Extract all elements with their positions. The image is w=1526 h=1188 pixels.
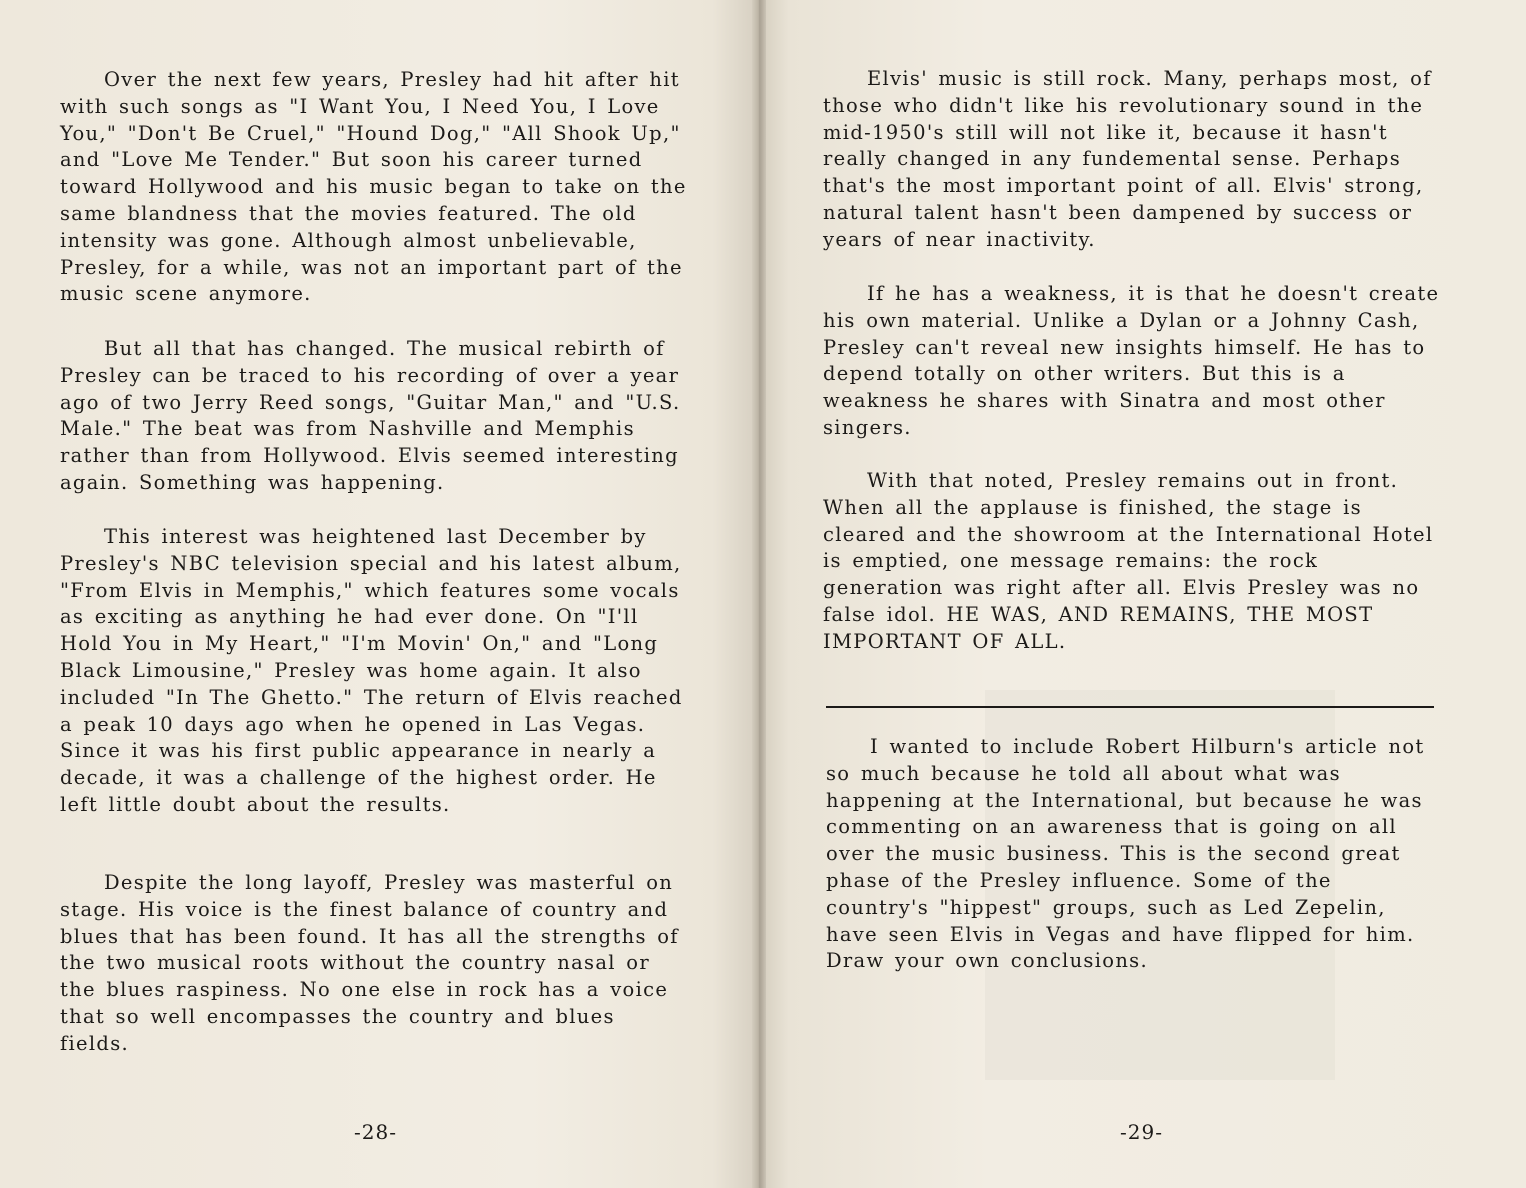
horizontal-rule [826, 706, 1434, 708]
book-gutter [752, 0, 766, 1188]
right-paragraph-1-block [823, 66, 1448, 254]
left-paragraph-1-block [60, 67, 690, 308]
left-paragraph-3-block [60, 524, 690, 819]
page-number-28: -28- [354, 1120, 397, 1144]
right-paragraph-4: I wanted to include Robert Hilburn's article not so much because he told all about what was happening at the International, but because he was commenting on an awareness that is going on all over the music business. This is the second great phase of the Presley influence. Some of the country's "hippest" groups, such as Led Zepelin, have seen Elvis in Vegas and have flipped for him. Draw your own conclusions. [826, 735, 1425, 973]
left-paragraph-2: But all that has changed. The musical rebirth of Presley can be traced to his recording of over a year ago of two Jerry Reed songs, "Guitar Man," and "U.S. Male." The beat was from Nashville and Memphis rather than from Hollywood. Elvis seemed interesting again. Something was happening. [60, 337, 681, 494]
left-paragraph-1: Over the next few years, Presley had hit after hit with such songs as "I Want You, I Need You, I Love You," "Don't Be Cruel," "Hound Dog," "All Shook Up," and "Love Me Tender." But soon his career turned toward Hollywood and his music began to take on the same blandness that the movies featured. The old intensity was gone. Although almost unbelievable, Presley, for a while, was not an important part of the music scene anymore. [60, 68, 687, 306]
left-paragraph-2-block [60, 336, 690, 497]
left-paragraph-4-block [60, 870, 690, 1058]
right-paragraph-3: With that noted, Presley remains out in front. When all the applause is finished, the stage is cleared and the showroom at the International Hotel is emptied, one message remains: the rock generation was right after all. Elvis Presley was no false idol. HE WAS, AND REMAINS, THE MOST IMPORTANT OF ALL. [823, 469, 1434, 653]
right-paragraph-2-block [823, 281, 1448, 442]
right-paragraph-1: Elvis' music is still rock. Many, perhaps most, of those who didn't like his revolutionary sound in the mid-1950's still will not like it, because it hasn't really changed in any fundemental sense. Perhaps that's the most important point of all. Elvis' strong, natural talent hasn't been dampened by success or years of near inactivity. [823, 67, 1432, 251]
left-paragraph-4: Despite the long layoff, Presley was masterful on stage. His voice is the finest balance of country and blues that has been found. It has all the strengths of the two musical roots without the country nasal or the blues raspiness. No one else in rock has a voice that so well encompasses the country and blues fields. [60, 871, 679, 1055]
left-page [0, 0, 758, 1188]
right-paragraph-4-block [826, 734, 1438, 975]
left-paragraph-3: This interest was heightened last December by Presley's NBC television special and his latest album, "From Elvis in Memphis," which features some vocals as exciting as anything he had ever done. On "I'll Hold You in My Heart," "I'm Movin' On," and "Long Black Limousine," Presley was home again. It also included "In The Ghetto." The return of Elvis reached a peak 10 days ago when he opened in Las Vegas. Since it was his first public appearance in nearly a decade, it was a challenge of the highest order. He left little doubt about the results. [60, 525, 683, 816]
right-paragraph-2: If he has a weakness, it is that he doesn't create his own material. Unlike a Dylan or a Johnny Cash, Presley can't reveal new insights himself. He has to depend totally on other writers. But this is a weakness he shares with Sinatra and most other singers. [823, 282, 1440, 439]
page-number-29: -29- [1120, 1120, 1163, 1144]
right-paragraph-3-block [823, 468, 1448, 656]
